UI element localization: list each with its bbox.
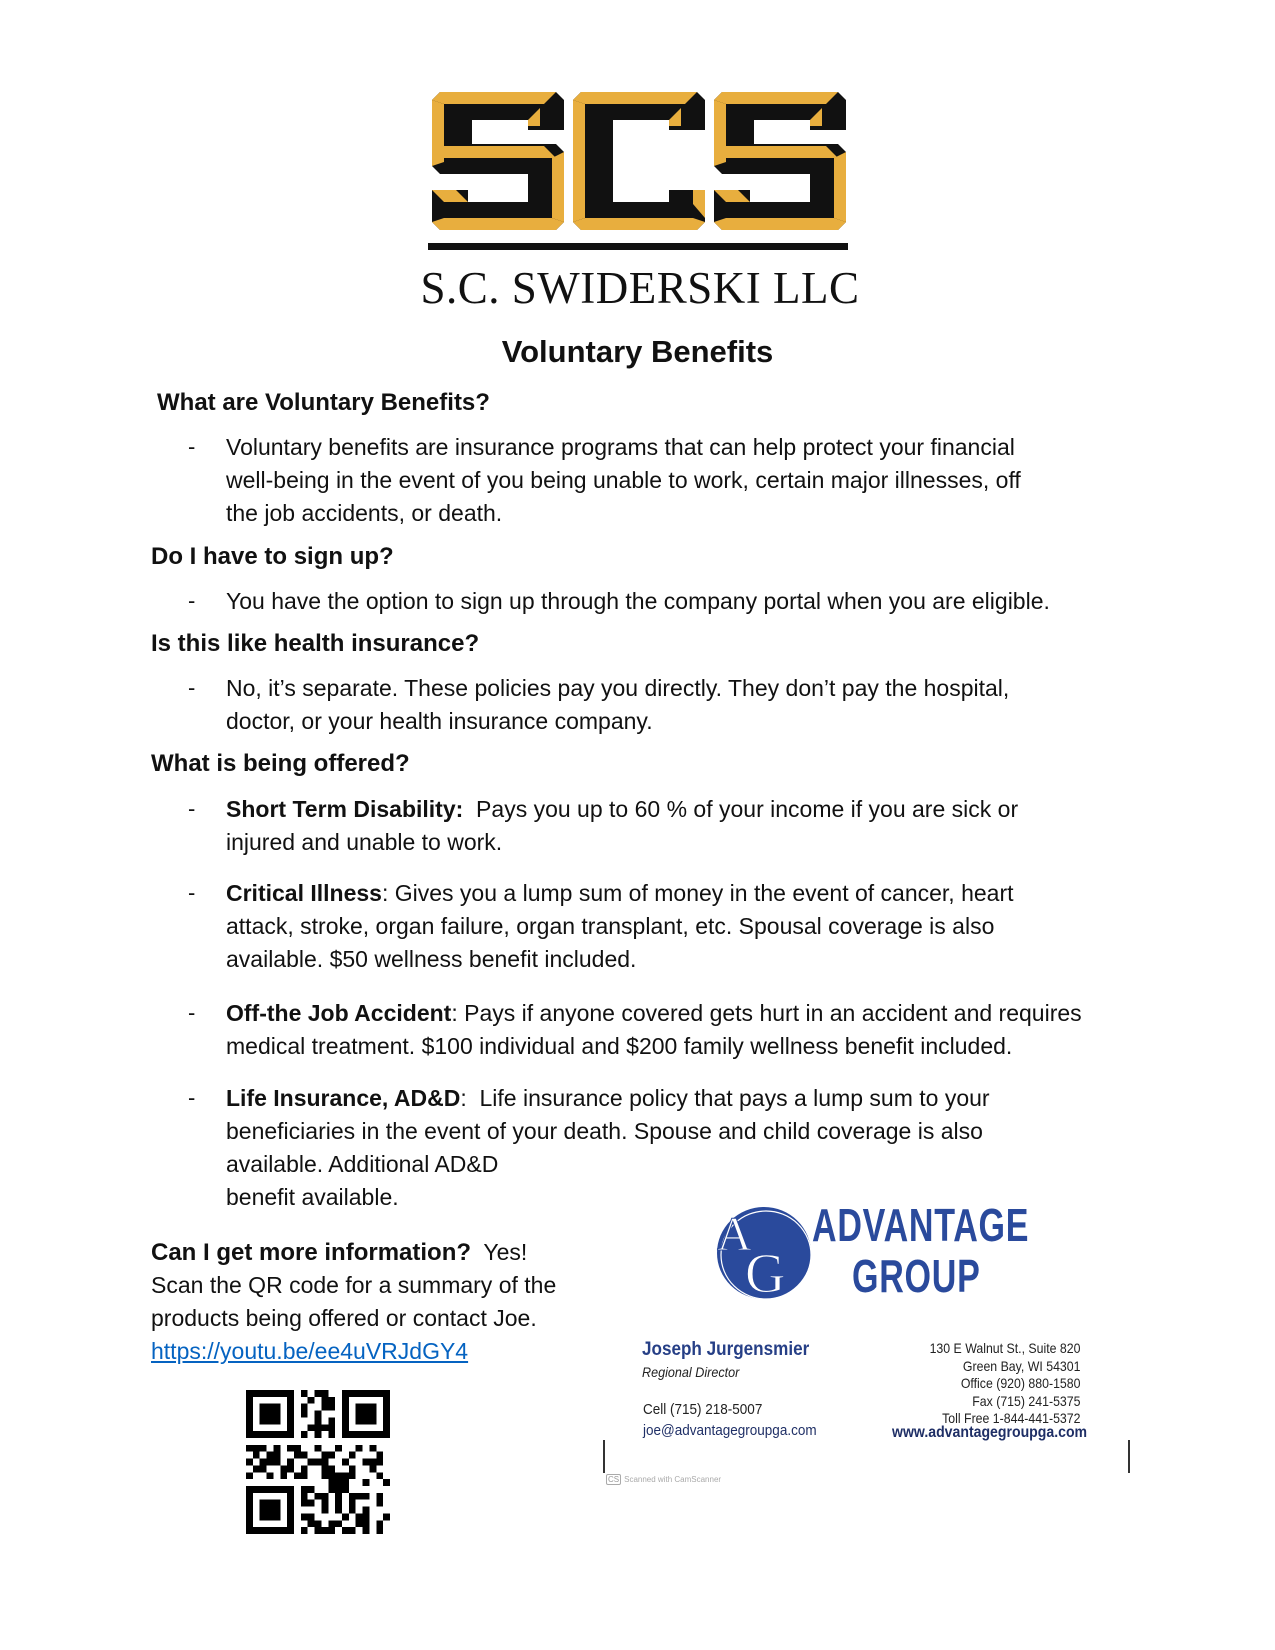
section-heading-offered: What is being offered? (151, 750, 410, 777)
offering-off-the-job-accident (226, 997, 1082, 1063)
section-heading-health-insurance: Is this like health insurance? (151, 630, 480, 657)
offering-text: Pays you up to 60 % of your income if you are sick or (463, 796, 1019, 822)
section-heading-what-are: What are Voluntary Benefits? (157, 389, 490, 416)
text-line: the job accidents, or death. (226, 500, 503, 526)
offering-label: Short Term Disability: (226, 796, 464, 822)
offering-text: : Life insurance policy that pays a lump sum to your (460, 1085, 990, 1111)
brand-name-advantage: ADVANTAGE (812, 1199, 1030, 1251)
text-line: You have the option to sign up through the company portal when you are eligible. (226, 588, 1050, 614)
bullet-marker: - (188, 588, 196, 613)
more-info-heading: Can I get more information? (151, 1239, 472, 1266)
bullet-marker: - (188, 675, 196, 700)
scs-logo (432, 92, 846, 230)
more-info-answer: Yes! (483, 1239, 528, 1265)
more-info-block (151, 1236, 556, 1368)
text-line: Voluntary benefits are insurance programs that can help protect your financial (226, 434, 1015, 460)
contact-name: Joseph Jurgensmier (642, 1339, 810, 1360)
advantage-group-logo-icon (713, 1204, 813, 1301)
offering-label: Life Insurance, AD&D (226, 1085, 461, 1111)
qr-code[interactable] (246, 1390, 390, 1534)
address-line: 130 E Walnut St., Suite 820 (929, 1340, 1080, 1356)
offering-critical-illness (226, 877, 1014, 976)
contact-address-block (909, 1340, 1080, 1428)
offering-text: : Pays if anyone covered gets hurt in an accident and requires (451, 1000, 1082, 1026)
office-phone: Office (920) 880-1580 (960, 1375, 1080, 1391)
scanner-watermark (606, 1474, 721, 1485)
bullet-marker: - (188, 796, 196, 821)
text-line: well-being in the event of you being unable to work, certain major illnesses, off (226, 467, 1021, 493)
offering-short-term-disability (226, 793, 1018, 859)
company-name: S.C. SWIDERSKI LLC (420, 263, 860, 313)
offering-label: Off-the Job Accident (226, 1000, 452, 1026)
video-link[interactable]: https://youtu.be/ee4uVRJdGY4 (151, 1338, 469, 1364)
toll-free-number: Toll Free 1-844-441-5372 (941, 1410, 1080, 1426)
brand-name-group: GROUP (852, 1250, 981, 1302)
svg-text:G: G (745, 1243, 786, 1301)
page-title: Voluntary Benefits (501, 334, 774, 369)
offering-life-insurance (226, 1082, 990, 1214)
more-info-line: Scan the QR code for a summary of the (151, 1272, 557, 1298)
offering-text: : Gives you a lump sum of money in the event of cancer, heart (381, 880, 1014, 906)
text-line: benefit available. (226, 1184, 399, 1210)
bullet-marker: - (188, 1085, 196, 1110)
bullet-text (226, 585, 1050, 618)
bullet-marker: - (188, 880, 196, 905)
card-edge-right (1128, 1440, 1130, 1473)
text-line: beneficiaries in the event of your death. Spouse and child coverage is also (226, 1118, 983, 1144)
scanner-badge-icon: CS (608, 1475, 620, 1484)
text-line: No, it’s separate. These policies pay you directly. They don’t pay the hospital, (226, 675, 1010, 701)
fax-number: Fax (715) 241-5375 (971, 1392, 1080, 1409)
logo-divider (428, 243, 848, 250)
website-link[interactable]: www.advantagegroupga.com (892, 1424, 1088, 1441)
bullet-marker: - (188, 434, 196, 459)
text-line: attack, stroke, organ failure, organ transplant, etc. Spousal coverage is also (226, 913, 995, 939)
bullet-marker: - (188, 1000, 196, 1025)
text-line: medical treatment. $100 individual and $200 family wellness benefit included. (226, 1033, 1013, 1059)
contact-cell: Cell (715) 218-5007 (643, 1401, 763, 1418)
contact-email[interactable]: joe@advantagegroupga.com (643, 1422, 817, 1439)
text-line: available. $50 wellness benefit included. (226, 946, 637, 972)
text-line: available. Additional AD&D (226, 1151, 499, 1177)
more-info-line: products being offered or contact Joe. (151, 1305, 537, 1331)
address-line: Green Bay, WI 54301 (962, 1357, 1080, 1374)
section-heading-sign-up: Do I have to sign up? (151, 543, 394, 570)
scanner-text: Scanned with CamScanner (624, 1475, 722, 1484)
card-edge-left (603, 1440, 605, 1473)
svg-text:A: A (717, 1208, 752, 1261)
offering-label: Critical Illness (226, 880, 382, 906)
contact-title: Regional Director (642, 1364, 740, 1380)
text-line: doctor, or your health insurance company. (226, 708, 653, 734)
bullet-text (226, 431, 1021, 530)
bullet-text (226, 672, 1009, 738)
text-line: injured and unable to work. (226, 829, 503, 855)
